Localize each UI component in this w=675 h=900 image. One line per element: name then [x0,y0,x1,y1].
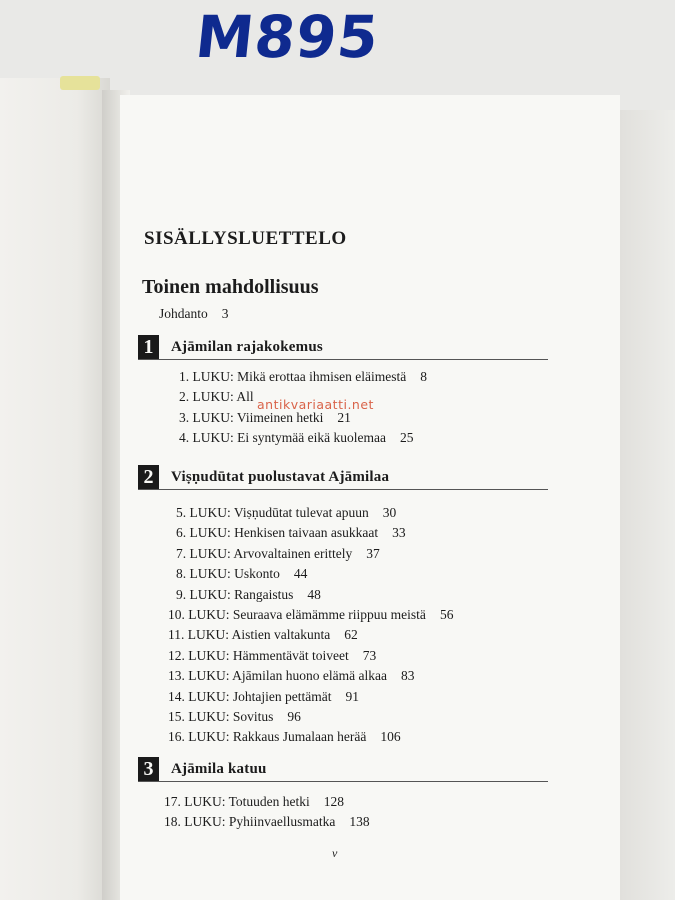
chapter-entry [168,727,548,747]
chapter-entry [168,666,548,686]
chapter-page: 128 [323,794,345,809]
right-page-edge [620,110,675,900]
chapter-page: 91 [345,688,359,704]
chapter-label: 11. LUKU: Aistien valtakunta [168,627,331,643]
part-number-box: 3 [138,757,159,781]
chapter-label: 2. LUKU: All [179,389,254,405]
chapter-entry [164,792,548,812]
part-1 [138,333,548,449]
chapter-entry [168,646,548,666]
part-header [138,333,548,360]
chapter-list [138,503,548,748]
chapter-label: 6. LUKU: Henkisen taivaan asukkaat [176,525,379,541]
chapter-page: 33 [392,525,406,541]
toc-heading: SISÄLLYSLUETTELO [144,228,347,249]
part-2 [138,463,548,748]
chapter-label: 5. LUKU: Viṣṇudūtat tulevat apuun [176,505,369,520]
part-header [138,755,548,782]
chapter-page: 138 [349,814,370,830]
chapter-label: 15. LUKU: Sovitus [168,708,274,724]
chapter-label: 7. LUKU: Arvovaltainen erittely [176,545,353,561]
book-title: Toinen mahdollisuus [142,276,319,298]
chapter-page: 25 [399,430,414,446]
chapter-entry [176,585,548,605]
chapter-page: 44 [293,566,308,582]
part-title: Viṣṇudūtat puolustavat Ajāmilaa [171,469,390,485]
chapter-label: 13. LUKU: Ajāmilan huono elämä alkaa [168,668,387,684]
intro-entry [159,306,229,322]
chapter-entry [168,605,548,625]
chapter-label: 16. LUKU: Rakkaus Jumalaan herää [168,729,367,745]
chapter-label: 9. LUKU: Rangaistus [176,586,294,602]
chapter-label: 17. LUKU: Totuuden hetki [164,794,310,809]
part-header [138,463,548,490]
chapter-label: 18. LUKU: Pyhiinvaellusmatka [164,814,336,830]
page-edge-marker [60,76,100,90]
left-page [0,78,110,900]
chapter-entry [168,707,548,727]
intro-title: Johdanto [159,306,208,321]
chapter-label: 10. LUKU: Seuraava elämämme riippuu meistä [168,606,426,622]
chapter-page: 37 [366,545,380,561]
chapter-label: 3. LUKU: Viimeinen hetki [179,409,324,425]
chapter-page: 30 [382,505,397,520]
chapter-label: 8. LUKU: Uskonto [176,566,280,582]
part-title: Ajāmila katuu [171,761,267,777]
part-number-box: 1 [138,335,159,359]
handwritten-label: M895 [192,3,383,71]
chapter-entry [179,367,548,387]
chapter-entry [168,687,548,707]
chapter-list [138,792,548,833]
chapter-entry [176,544,548,564]
chapter-entry [176,564,548,584]
chapter-label: 12. LUKU: Hämmentävät toiveet [168,647,349,663]
page-folio: v [332,846,338,860]
chapter-page: 106 [380,729,401,745]
chapter-label: 4. LUKU: Ei syntymää eikä kuolemaa [179,430,386,446]
part-3 [138,755,548,833]
chapter-page: 96 [287,708,301,724]
chapter-page: 56 [439,606,454,622]
part-title: Ajāmilan rajakokemus [171,339,323,355]
chapter-page: 21 [337,409,351,425]
chapter-label: 14. LUKU: Johtajien pettämät [168,688,332,704]
chapter-page: 62 [344,627,358,643]
intro-page: 3 [221,306,229,321]
chapter-entry [164,812,548,832]
chapter-entry [168,625,548,645]
chapter-page: 48 [307,586,321,602]
chapter-page: 73 [362,647,377,663]
chapter-page: 83 [400,668,415,684]
chapter-entry [179,428,548,448]
watermark-text: antikvariaatti.net [257,397,374,412]
chapter-entry [176,523,548,543]
chapter-label: 1. LUKU: Mikä erottaa ihmisen eläimestä [179,369,407,384]
chapter-entry [176,503,548,523]
chapter-page: 8 [420,369,427,384]
part-number-box: 2 [138,465,159,489]
